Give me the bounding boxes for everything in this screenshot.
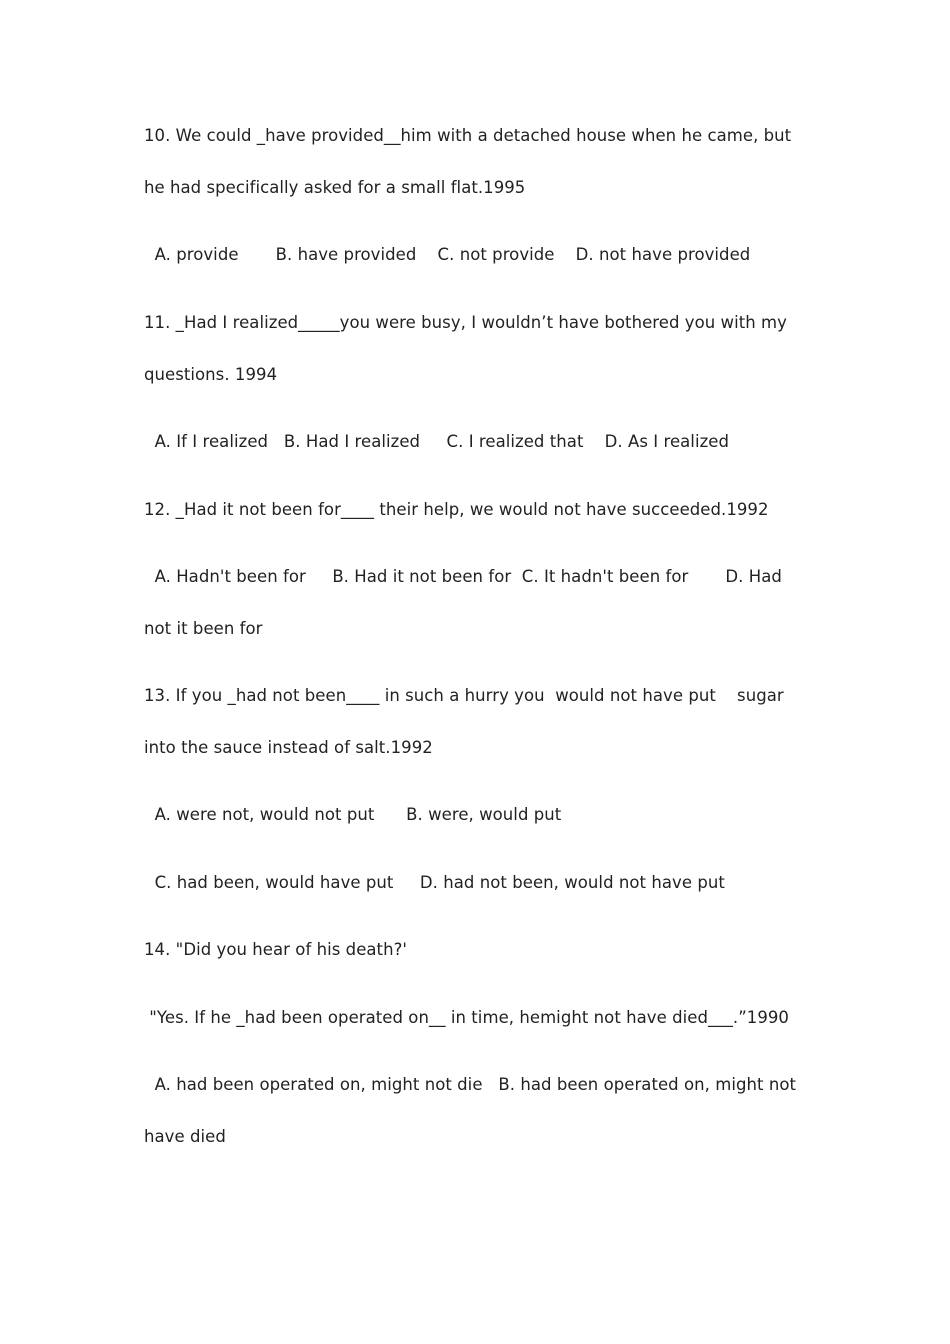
question-10-stem-line-1: 10. We could _have provided__him with a detached house when he came, but [144,126,792,145]
question-10-options: A. provide B. have provided C. not provide D. not have provided [144,245,751,264]
question-14-options-line-2: have died [144,1127,226,1146]
question-14-options-line-1: A. had been operated on, might not die B. had been operated on, might not [144,1075,796,1094]
question-12-stem-line-1: 12. _Had it not been for____ their help, we would not have succeeded.1992 [144,500,769,519]
question-14-stem-line-1: 14. "Did you hear of his death?' [144,940,407,959]
question-13-options-line-2: C. had been, would have put D. had not been, would not have put [144,873,725,892]
question-10-stem-line-2: he had specifically asked for a small flat.1995 [144,178,526,197]
question-11-stem-line-1: 11. _Had I realized_____you were busy, I wouldn’t have bothered you with my [144,313,787,332]
question-12-options-line-2: not it been for [144,619,263,638]
question-11-options: A. If I realized B. Had I realized C. I realized that D. As I realized [144,432,730,451]
question-11-stem-line-2: questions. 1994 [144,365,278,384]
question-14-stem-line-2: "Yes. If he _had been operated on__ in time, hemight not have died___.”1990 [144,1008,789,1027]
question-13-stem-line-2: into the sauce instead of salt.1992 [144,738,433,757]
question-13-options-line-1: A. were not, would not put B. were, would put [144,805,562,824]
question-12-options-line-1: A. Hadn't been for B. Had it not been for C. It hadn't been for D. Had [144,567,782,586]
question-13-stem-line-1: 13. If you _had not been____ in such a hurry you would not have put sugar [144,686,784,705]
